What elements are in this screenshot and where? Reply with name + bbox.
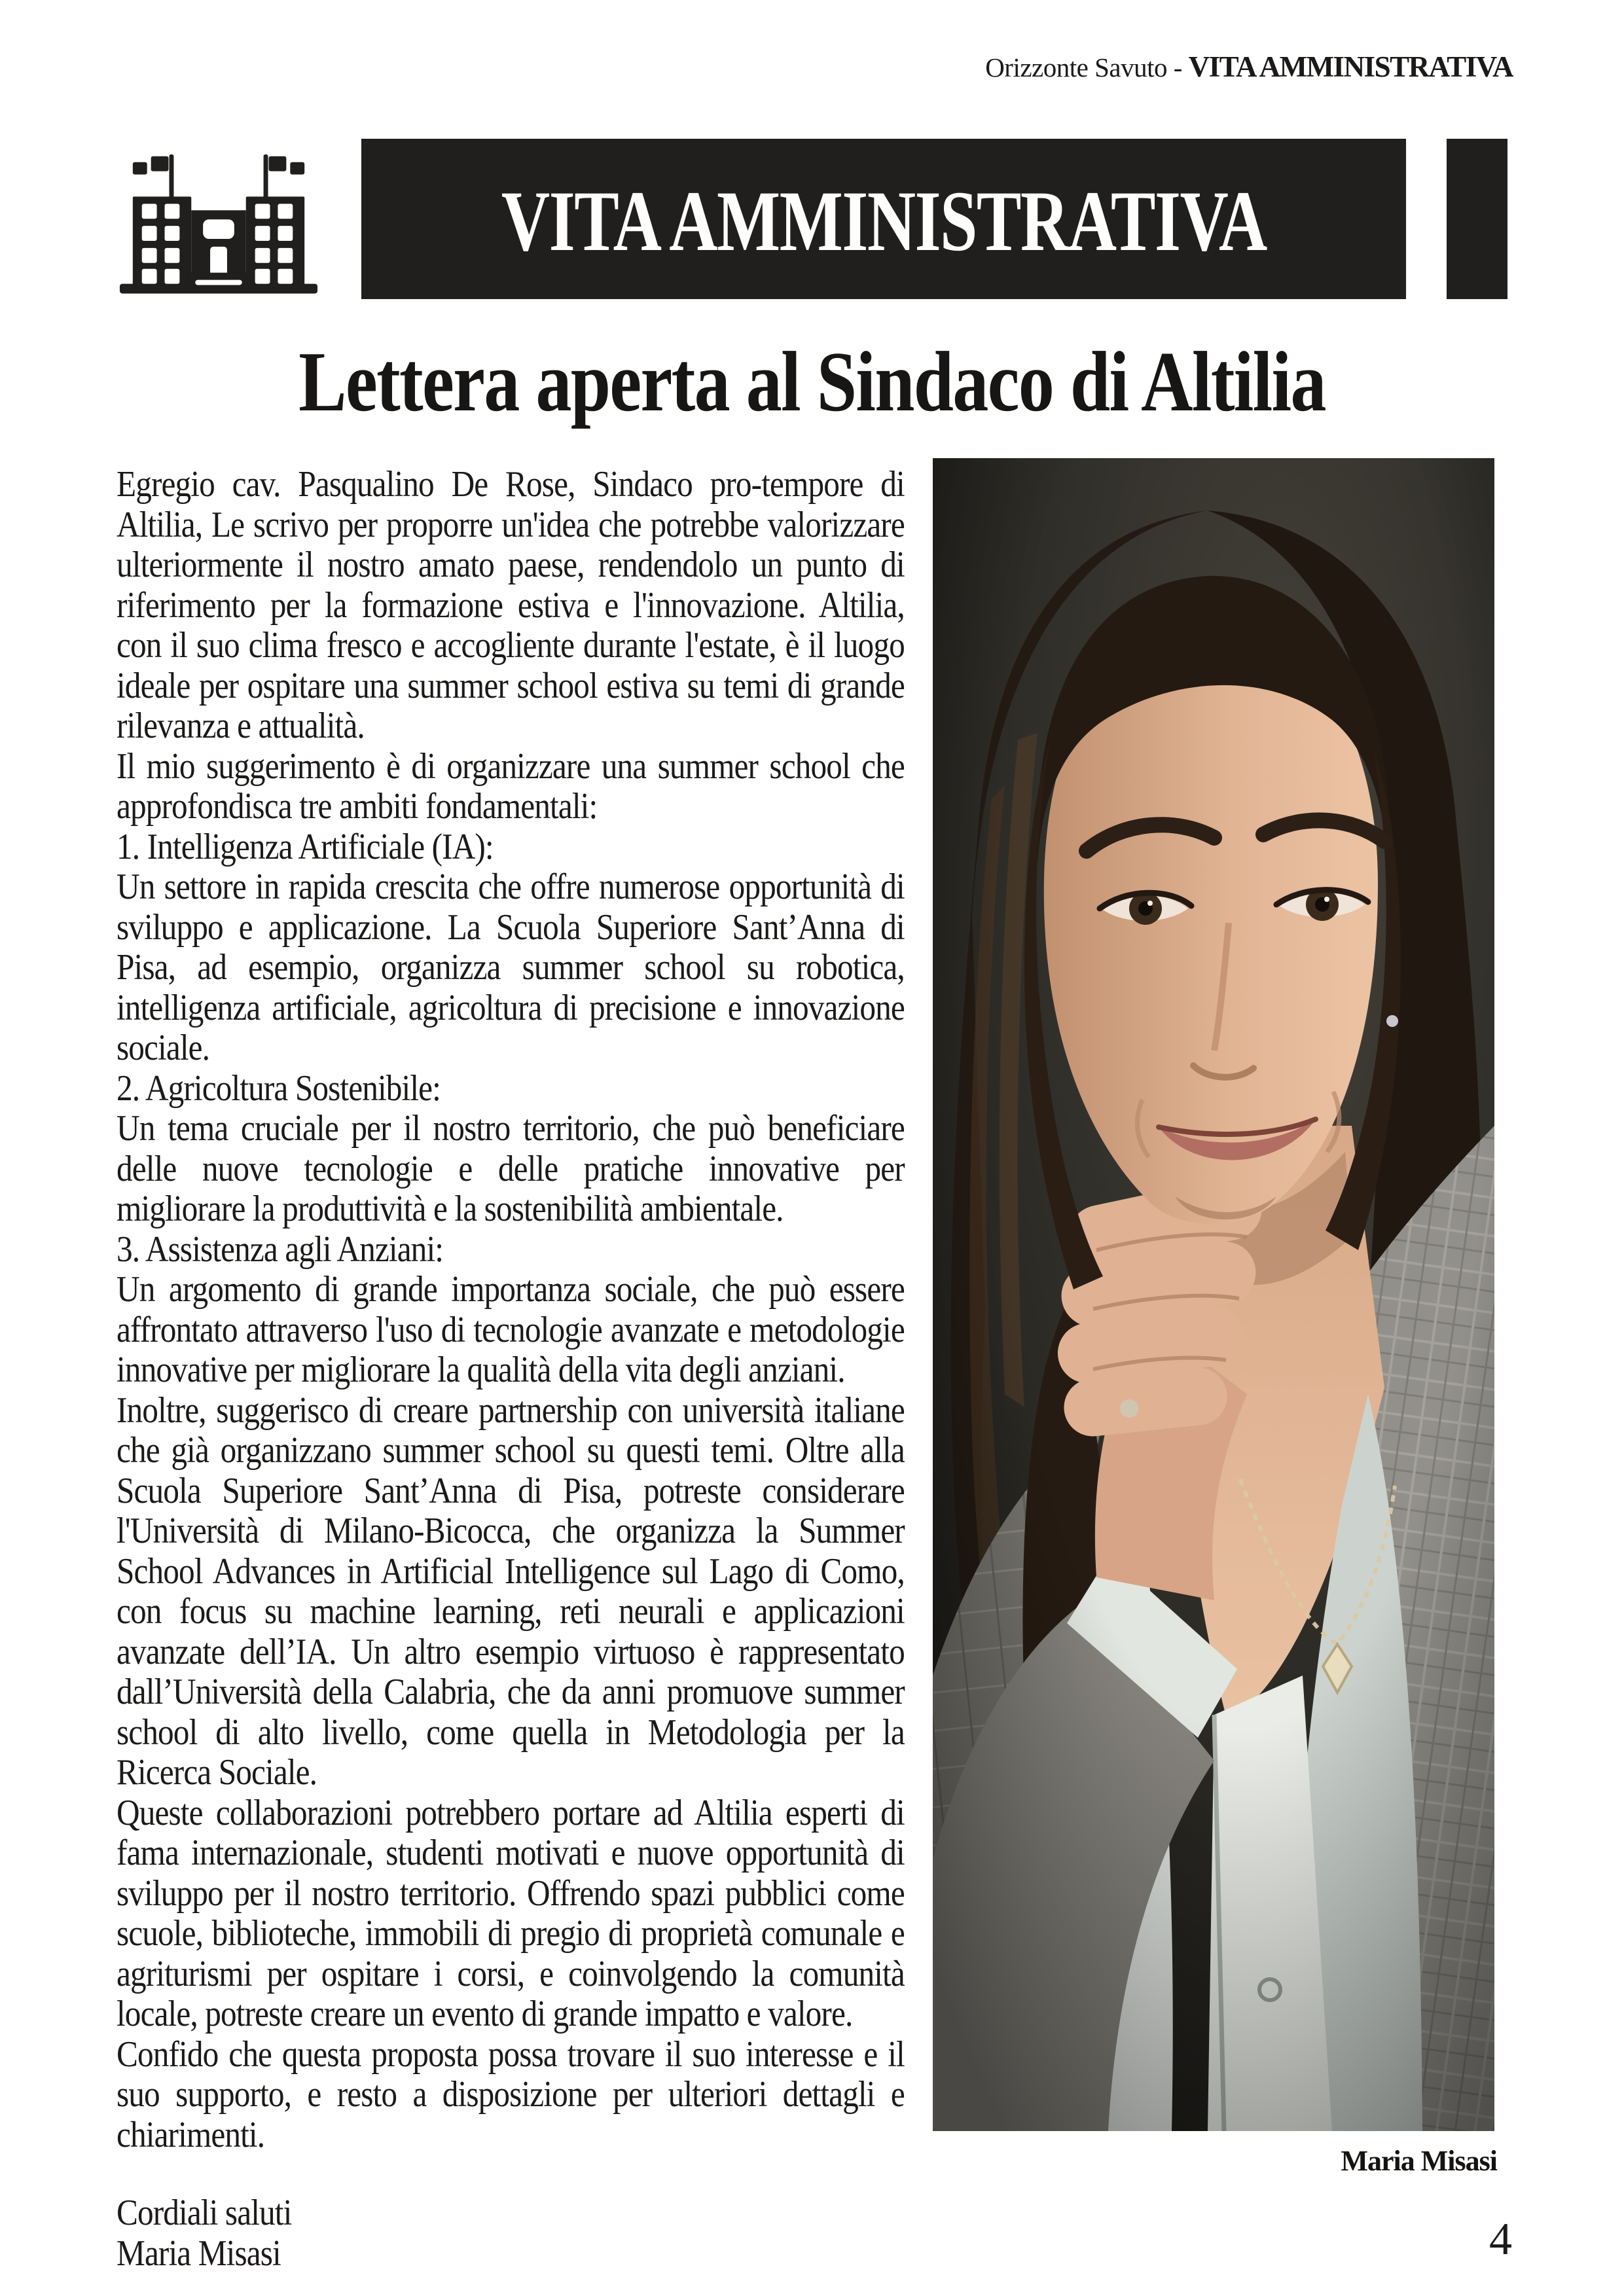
banner-end-bar bbox=[1447, 139, 1507, 299]
body-paragraph: Queste collaborazioni potrebbero portare ad Altilia esperti di fama internazionale, studenti motivati e nuove opportunità di sviluppo per il nostro territorio. Offrendo spazi pubblici come scuole, biblioteche, immobili di pregio di proprietà comunale e agriturismi per ospitare i corsi, e coinvolgendo la comunità locale, potreste creare un evento di grande impatto e valore. bbox=[117, 1792, 905, 2034]
body-paragraph: Inoltre, suggerisco di creare partnership con università italiane che già organizzano summer school su questi temi. Oltre alla Scuola Superiore Sant’Anna di Pisa, potreste considerare l'Università di Milano-Bicocca, che organizza la Summer School Advances in Artificial Intelligence sul Lago di Como, con focus su machine learning, reti neurali e applicazioni avanzate dell’IA. Un altro esempio virtuoso è rappresentato dall’Università della Calabria, che da anni promuove summer school di alto livello, come quella in Metodologia per la Ricerca Sociale. bbox=[117, 1390, 905, 1793]
municipal-building-icon bbox=[115, 135, 323, 298]
section-banner-title: VITA AMMINISTRATIVA bbox=[501, 172, 1267, 269]
photo-credit: Maria Misasi bbox=[1341, 2145, 1497, 2177]
body-paragraph: Un argomento di grande importanza sociale, che può essere affrontato attraverso l'uso di tecnologie avanzate e metodologie innovative per migliorare la qualità della vita degli anziani. bbox=[117, 1269, 905, 1390]
body-paragraph: Confido che questa proposta possa trovare il suo interesse e il suo supporto, e resto a disposizione per ulteriori dettagli e chiarimenti. bbox=[117, 2034, 905, 2155]
body-paragraph: Egregio cav. Pasqualino De Rose, Sindaco pro-tempore di Altilia, Le scrivo per proporre un'idea che potrebbe valorizzare ulteriormente il nostro amato paese, rendendolo un punto di riferimento per la formazione estiva e l'innovazione. Altilia, con il suo clima fresco e accogliente durante l'estate, è il luogo ideale per ospitare una summer school estiva su temi di grande rilevanza e attualità. bbox=[117, 464, 905, 746]
portrait-photo bbox=[933, 458, 1494, 2131]
running-header-separator: - bbox=[1166, 52, 1189, 82]
running-header-publication: Orizzonte Savuto bbox=[985, 52, 1167, 82]
body-paragraph: 3. Assistenza agli Anziani: bbox=[117, 1229, 444, 1270]
section-banner bbox=[361, 139, 1406, 299]
running-header-section: VITA AMMINISTRATIVA bbox=[1188, 50, 1513, 83]
body-paragraph: Un settore in rapida crescita che offre numerose opportunità di sviluppo e applicazione. La Scuola Superiore Sant’Anna di Pisa, ad esempio, organizza summer school su robotica, intelligenza artificiale, agricoltura di precisione e innovazione sociale. bbox=[117, 867, 905, 1068]
article-body bbox=[117, 465, 905, 2274]
body-paragraph: 1. Intelligenza Artificiale (IA): bbox=[117, 826, 494, 867]
page-number: 4 bbox=[1489, 2214, 1512, 2265]
body-paragraph: 2. Agricoltura Sostenibile: bbox=[117, 1067, 441, 1109]
body-paragraph: Il mio suggerimento è di organizzare una summer school che approfondisca tre ambiti fondamentali: bbox=[117, 745, 905, 827]
article-closing bbox=[117, 2193, 905, 2274]
closing-salutation: Cordiali saluti bbox=[117, 2193, 292, 2233]
article-paragraphs bbox=[117, 465, 905, 2155]
body-paragraph: Un tema cruciale per il nostro territorio, che può beneficiare delle nuove tecnologie e delle pratiche innovative per migliorare la produttività e la sostenibilità ambientale. bbox=[117, 1108, 905, 1229]
running-header bbox=[985, 50, 1513, 84]
article-title: Lettera aperta al Sindaco di Altilia bbox=[298, 334, 1326, 429]
closing-signature: Maria Misasi bbox=[117, 2233, 281, 2274]
